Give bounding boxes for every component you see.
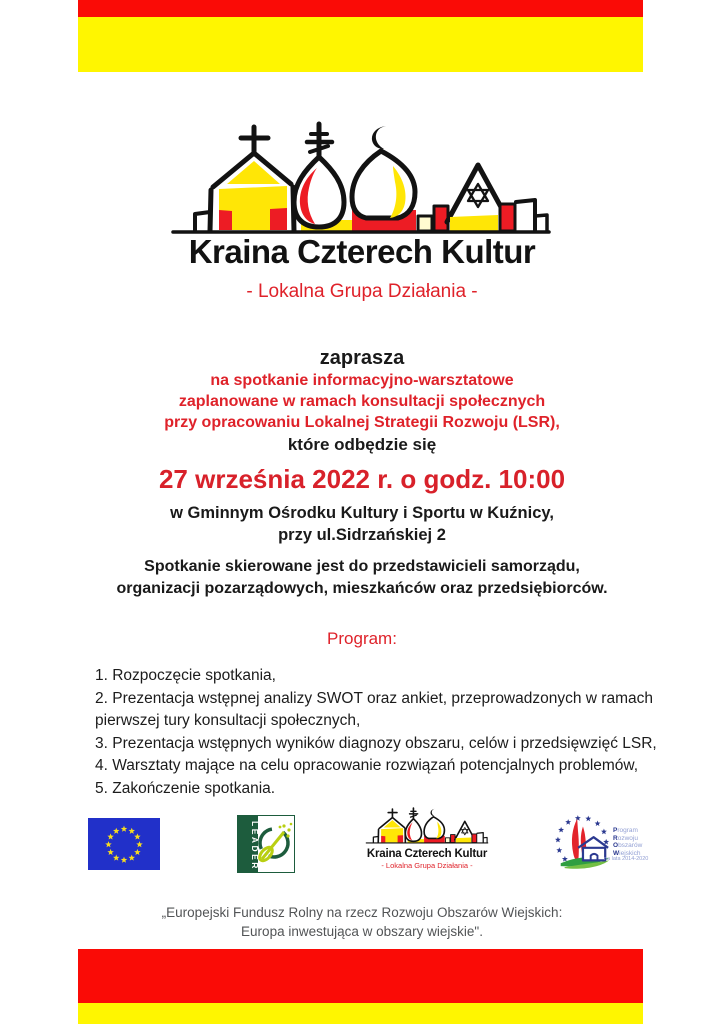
program-line: 5. Zakończenie spotkania. xyxy=(95,779,276,797)
venue-line-2: przy ul.Sidrzańskiej 2 xyxy=(278,526,446,544)
prow-line-4: Wiejskich xyxy=(613,849,641,857)
kck-logo-title: Kraina Czterech Kultur xyxy=(366,848,488,860)
program-line: 1. Rozpoczęcie spotkania, xyxy=(95,667,276,684)
program-line: 2. Prezentacja wstępnej analizy SWOT oraz ankiet, przeprowadzonych w ramach xyxy=(95,689,653,707)
audience-line-2: organizacji pozarządowych, mieszkańców oraz przedsiębiorców. xyxy=(116,580,608,597)
prow-line-1: Program xyxy=(613,827,638,834)
prow-line-2: Rozwoju xyxy=(613,834,638,842)
prow-line-3: Obszarów xyxy=(613,842,643,849)
kck-footer-logo xyxy=(351,807,503,870)
footer-line-1: „Europejski Fundusz Rolny na rzecz Rozwoju Obszarów Wiejskich: xyxy=(161,905,563,920)
invitation-closing: które odbędzie się xyxy=(287,435,437,454)
audience-line-1: Spotkanie skierowane jest do przedstawicieli samorządu, xyxy=(144,558,580,575)
program-list xyxy=(95,665,695,800)
invitation-line-1: na spotkanie informacyjno-warsztatowe xyxy=(210,372,514,389)
kck-skyline-icon xyxy=(364,807,490,846)
leader-logo-icon xyxy=(237,815,295,873)
eu-flag-icon xyxy=(88,818,160,870)
invitation-line-3: przy opracowaniu Lokalnej Strategii Rozwoju (LSR), xyxy=(164,414,560,431)
logo-title: Kraina Czterech Kultur xyxy=(188,233,536,270)
program-line: 4. Warsztaty mające na celu opracowanie rozwiązań potencjalnych problemów, xyxy=(95,757,639,774)
logo-subtitle: - Lokalna Grupa Działania - xyxy=(246,281,478,302)
leader-label: LEADER xyxy=(250,821,260,871)
event-date: 27 września 2022 r. o godz. 10:00 xyxy=(158,464,566,494)
top-band-yellow-stripe xyxy=(78,17,643,72)
invitation-opening: zaprasza xyxy=(319,347,405,369)
invitation-block xyxy=(0,346,724,456)
invitation-line-2: zaplanowane w ramach konsultacji społecznych xyxy=(178,393,546,410)
bottom-band-yellow-stripe xyxy=(78,1003,643,1024)
bottom-band-red-stripe xyxy=(78,949,643,1003)
prow-period: na lata 2014-2020 xyxy=(604,856,649,862)
program-line: pierwszej tury konsultacji społecznych, xyxy=(95,712,361,729)
footer-line-2: Europa inwestująca w obszary wiejskie". xyxy=(241,924,483,939)
top-band xyxy=(78,0,643,72)
event-audience xyxy=(0,556,724,600)
kck-logo-subtitle: - Lokalna Grupa Działania - xyxy=(381,861,473,870)
prow-text xyxy=(613,827,642,857)
program-heading: Program: xyxy=(327,629,397,648)
top-band-red-stripe xyxy=(78,0,643,17)
venue-line-1: w Gminnym Ośrodku Kultury i Sportu w Kuźnicy, xyxy=(170,504,554,522)
four-cultures-skyline-icon xyxy=(166,121,556,241)
program-line: 3. Prezentacja wstępnych wyników diagnozy obszaru, celów i przedsięwzięć LSR, xyxy=(95,734,657,752)
event-venue xyxy=(0,502,724,546)
footer-note xyxy=(0,903,724,941)
bottom-band xyxy=(78,949,643,1024)
prow-logo-icon xyxy=(551,813,613,871)
